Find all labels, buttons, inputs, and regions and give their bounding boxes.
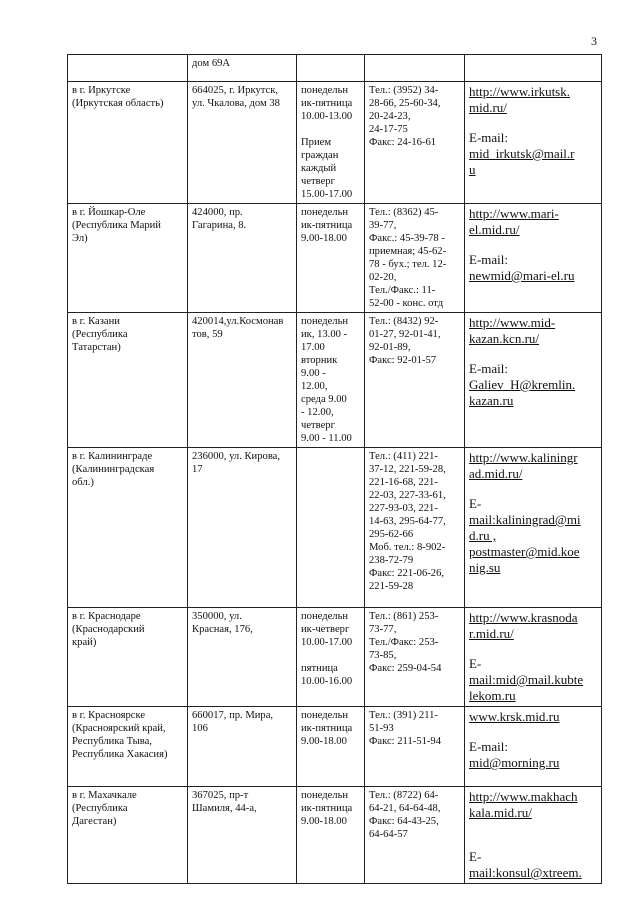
hours-cell — [297, 313, 365, 448]
spacer — [469, 116, 597, 130]
spacer — [469, 642, 597, 656]
table-row — [68, 448, 602, 608]
address-cell — [188, 313, 297, 448]
cell-line: 22-03, 227-33-61, — [369, 490, 446, 501]
address-cell — [188, 55, 297, 82]
email-label: E-mail: — [469, 361, 508, 376]
phones-cell — [365, 787, 465, 884]
contact-link[interactable]: Galiev_H@kremlin. — [469, 377, 576, 392]
cell-line: 92-01-89, — [369, 342, 411, 353]
spacer — [469, 238, 597, 252]
cell-line: 9.00 - — [301, 368, 326, 379]
cell-line: 420014,ул.Космонав — [192, 316, 284, 327]
cell-line: приемная; 45-62- — [369, 246, 447, 257]
cell-line: каждый — [301, 163, 337, 174]
email-label: E-mail: — [469, 252, 508, 267]
cell-line: 17 — [192, 464, 203, 475]
cell-line — [301, 649, 360, 662]
cell-line: 664025, г. Иркутск, — [192, 85, 279, 96]
table-row — [68, 82, 602, 204]
phones-cell — [365, 55, 465, 82]
cell-line: 350000, ул. — [192, 611, 242, 622]
cell-line: Тел.: (8722) 64- — [369, 790, 439, 801]
cell-line: Эл) — [72, 233, 88, 244]
cell-line: 9.00 - 11.00 — [301, 433, 352, 444]
web-cell — [465, 448, 602, 608]
cell-line: Шамиля, 44-а, — [192, 803, 257, 814]
cell-line: понедельн — [301, 710, 349, 721]
cell-line: 9.00-18.00 — [301, 736, 347, 747]
cell-line: 64-21, 64-64-48, — [369, 803, 441, 814]
cell-line: 52-00 - конс. отд — [369, 298, 444, 309]
contact-link[interactable]: www.krsk.mid.ru — [469, 709, 560, 724]
city-cell — [68, 55, 188, 82]
contact-link[interactable]: el.mid.ru/ — [469, 222, 520, 237]
email-label: E- — [469, 496, 482, 511]
cell-line: 20-24-23, — [369, 111, 411, 122]
cell-line: понедельн — [301, 85, 349, 96]
cell-line: 10.00-16.00 — [301, 676, 353, 687]
cell-line: 14-63, 295-64-77, — [369, 516, 446, 527]
table-row — [68, 204, 602, 313]
cell-line: (Республика Марий — [72, 220, 161, 231]
cell-line: 39-77, — [369, 220, 397, 231]
web-cell — [465, 82, 602, 204]
cell-line: тов, 59 — [192, 329, 223, 340]
email-label: E-mail: — [469, 130, 508, 145]
web-cell — [465, 313, 602, 448]
cell-line: Красная, 176, — [192, 624, 253, 635]
contact-link[interactable]: mid_irkutsk@mail.r — [469, 146, 575, 161]
address-cell — [188, 787, 297, 884]
contact-link[interactable]: d.ru , — [469, 528, 497, 543]
cell-line: 01-27, 92-01-41, — [369, 329, 441, 340]
cell-line: 17.00 — [301, 342, 325, 353]
cell-line: 73-77, — [369, 624, 397, 635]
cell-line: 227-93-03, 221- — [369, 503, 438, 514]
spacer — [469, 821, 597, 835]
contact-link[interactable]: mail:konsul@xtreem. — [469, 865, 582, 880]
cell-line: 9.00-18.00 — [301, 816, 347, 827]
cell-line: (Краснодарский — [72, 624, 145, 635]
cell-line: - 12.00, — [301, 407, 334, 418]
web-cell — [465, 55, 602, 82]
cell-line: четверг — [301, 420, 335, 431]
cell-line: пятница — [301, 663, 338, 674]
address-cell — [188, 608, 297, 707]
phones-cell — [365, 707, 465, 787]
cell-line: 24-17-75 — [369, 124, 408, 135]
cell-line: в г. Красноярске — [72, 710, 146, 721]
cell-line: понедельн — [301, 790, 349, 801]
address-cell — [188, 82, 297, 204]
cell-line: среда 9.00 — [301, 394, 347, 405]
cell-line: 424000, пр. — [192, 207, 243, 218]
cell-line: 78 - бух.; тел. 12- — [369, 259, 447, 270]
cell-line: ик-пятница — [301, 803, 353, 814]
contact-link[interactable]: mid@morning.ru — [469, 755, 560, 770]
cell-line: в г. Калининграде — [72, 451, 153, 462]
consulate-offices-table — [67, 54, 602, 884]
hours-cell — [297, 707, 365, 787]
table-body — [68, 55, 602, 884]
web-cell — [465, 204, 602, 313]
contact-link[interactable]: u — [469, 162, 476, 177]
cell-line: 15.00-17.00 — [301, 189, 353, 200]
cell-line: в г. Иркутске — [72, 85, 131, 96]
hours-cell — [297, 55, 365, 82]
cell-line: край) — [72, 637, 97, 648]
spacer — [469, 347, 597, 361]
phones-cell — [365, 608, 465, 707]
hours-cell — [297, 608, 365, 707]
cell-line: Тел.: (411) 221- — [369, 451, 438, 462]
cell-line: Дагестан) — [72, 816, 117, 827]
cell-line — [301, 123, 360, 136]
city-cell — [68, 204, 188, 313]
hours-cell — [297, 787, 365, 884]
contact-link[interactable]: kazan.kcn.ru/ — [469, 331, 540, 346]
contact-link[interactable]: kazan.ru — [469, 393, 514, 408]
web-cell — [465, 787, 602, 884]
cell-line: 10.00-17.00 — [301, 637, 353, 648]
cell-line: 221-16-68, 221- — [369, 477, 438, 488]
address-cell — [188, 707, 297, 787]
city-cell — [68, 82, 188, 204]
cell-line: 367025, пр-т — [192, 790, 249, 801]
cell-line: в г. Махачкале — [72, 790, 137, 801]
cell-line: Факс: 24-16-61 — [369, 137, 437, 148]
table-row — [68, 55, 602, 82]
cell-line: 238-72-79 — [369, 555, 414, 566]
city-cell — [68, 608, 188, 707]
contact-link[interactable]: lekom.ru — [469, 688, 516, 703]
spacer — [469, 725, 597, 739]
cell-line: граждан — [301, 150, 339, 161]
page-number: 3 — [591, 34, 597, 48]
contact-link[interactable]: mid.ru/ — [469, 100, 507, 115]
city-cell — [68, 313, 188, 448]
phones-cell — [365, 313, 465, 448]
cell-line: Факс: 221-06-26, — [369, 568, 445, 579]
contact-link[interactable]: http://www.krasnoda — [469, 610, 578, 625]
table-row — [68, 707, 602, 787]
city-cell — [68, 787, 188, 884]
cell-line: 64-64-57 — [369, 829, 408, 840]
cell-line: 37-12, 221-59-28, — [369, 464, 446, 475]
cell-line: ик-пятница — [301, 723, 353, 734]
cell-line: (Республика — [72, 803, 128, 814]
cell-line: (Калининградская — [72, 464, 155, 475]
cell-line: 9.00-18.00 — [301, 233, 347, 244]
table-row — [68, 608, 602, 707]
cell-line: понедельн — [301, 207, 349, 218]
cell-line: 295-62-66 — [369, 529, 414, 540]
cell-line: Факс: 64-43-25, — [369, 816, 439, 827]
cell-line: ик-четверг — [301, 624, 350, 635]
cell-line: ик, 13.00 - — [301, 329, 348, 340]
cell-line: 10.00-13.00 — [301, 111, 353, 122]
cell-line: в г. Краснодаре — [72, 611, 141, 622]
cell-line: 02-20, — [369, 272, 397, 283]
cell-line: Тел./Факс.: 11- — [369, 285, 436, 296]
cell-line: обл.) — [72, 477, 94, 488]
cell-line: Тел.: (8432) 92- — [369, 316, 439, 327]
cell-line: Прием — [301, 137, 332, 148]
hours-cell — [297, 448, 365, 608]
cell-line: Татарстан) — [72, 342, 121, 353]
cell-line: (Республика — [72, 329, 128, 340]
contact-link[interactable]: http://www.irkutsk. — [469, 84, 570, 99]
cell-line: 106 — [192, 723, 208, 734]
phones-cell — [365, 82, 465, 204]
contact-link[interactable]: http://www.makhach — [469, 789, 578, 804]
cell-line: четверг — [301, 176, 335, 187]
cell-line: понедельн — [301, 611, 349, 622]
cell-line: 73-85, — [369, 650, 397, 661]
cell-line: 221-59-28 — [369, 581, 414, 592]
cell-line: 12.00, — [301, 381, 328, 392]
cell-line: Факс: 259-04-54 — [369, 663, 442, 674]
cell-line: Факс.: 45-39-78 - — [369, 233, 445, 244]
cell-line: ик-пятница — [301, 98, 353, 109]
contact-link[interactable]: postmaster@mid.koe — [469, 544, 580, 559]
contact-link[interactable]: mail:mid@mail.kubte — [469, 672, 584, 687]
cell-line: Тел.: (391) 211- — [369, 710, 438, 721]
cell-line: 660017, пр. Мира, — [192, 710, 274, 721]
email-label: E-mail: — [469, 739, 508, 754]
web-cell — [465, 608, 602, 707]
cell-line: (Иркутская область) — [72, 98, 164, 109]
cell-line: Тел.: (861) 253- — [369, 611, 439, 622]
email-label: E- — [469, 849, 482, 864]
cell-line: Моб. тел.: 8-902- — [369, 542, 446, 553]
cell-line: (Красноярский край, — [72, 723, 166, 734]
cell-line: 51-93 — [369, 723, 394, 734]
contact-link[interactable]: nig.su — [469, 560, 501, 575]
cell-line: Тел./Факс: 253- — [369, 637, 439, 648]
city-cell — [68, 707, 188, 787]
cell-line: в г. Казани — [72, 316, 120, 327]
cell-line: Республика Хакасия) — [72, 749, 168, 760]
cell-line: 28-66, 25-60-34, — [369, 98, 441, 109]
hours-cell — [297, 82, 365, 204]
cell-line: 236000, ул. Кирова, — [192, 451, 281, 462]
contact-link[interactable]: mail:kaliningrad@mi — [469, 512, 581, 527]
contact-link[interactable]: kala.mid.ru/ — [469, 805, 532, 820]
hours-cell — [297, 204, 365, 313]
spacer — [469, 482, 597, 496]
contact-link[interactable]: http://www.kaliningr — [469, 450, 578, 465]
contact-link[interactable]: http://www.mari- — [469, 206, 559, 221]
cell-line: Гагарина, 8. — [192, 220, 247, 231]
contact-link[interactable]: r.mid.ru/ — [469, 626, 514, 641]
cell-line: дом 69А — [192, 58, 231, 69]
web-cell — [465, 707, 602, 787]
cell-line: Тел.: (8362) 45- — [369, 207, 439, 218]
cell-line: Факс: 92-01-57 — [369, 355, 437, 366]
cell-line: ик-пятница — [301, 220, 353, 231]
address-cell — [188, 204, 297, 313]
cell-line: вторник — [301, 355, 338, 366]
phones-cell — [365, 204, 465, 313]
city-cell — [68, 448, 188, 608]
contact-link[interactable]: ad.mid.ru/ — [469, 466, 523, 481]
phones-cell — [365, 448, 465, 608]
spacer — [469, 835, 597, 849]
cell-line: Республика Тыва, — [72, 736, 152, 747]
contact-link[interactable]: newmid@mari-el.ru — [469, 268, 575, 283]
email-label: E- — [469, 656, 482, 671]
table-row — [68, 787, 602, 884]
contact-link[interactable]: http://www.mid- — [469, 315, 556, 330]
cell-line: Тел.: (3952) 34- — [369, 85, 439, 96]
cell-line: Факс: 211-51-94 — [369, 736, 441, 747]
cell-line: понедельн — [301, 316, 349, 327]
cell-line: ул. Чкалова, дом 38 — [192, 98, 280, 109]
address-cell — [188, 448, 297, 608]
table-row — [68, 313, 602, 448]
cell-line: в г. Йошкар-Оле — [72, 207, 146, 218]
